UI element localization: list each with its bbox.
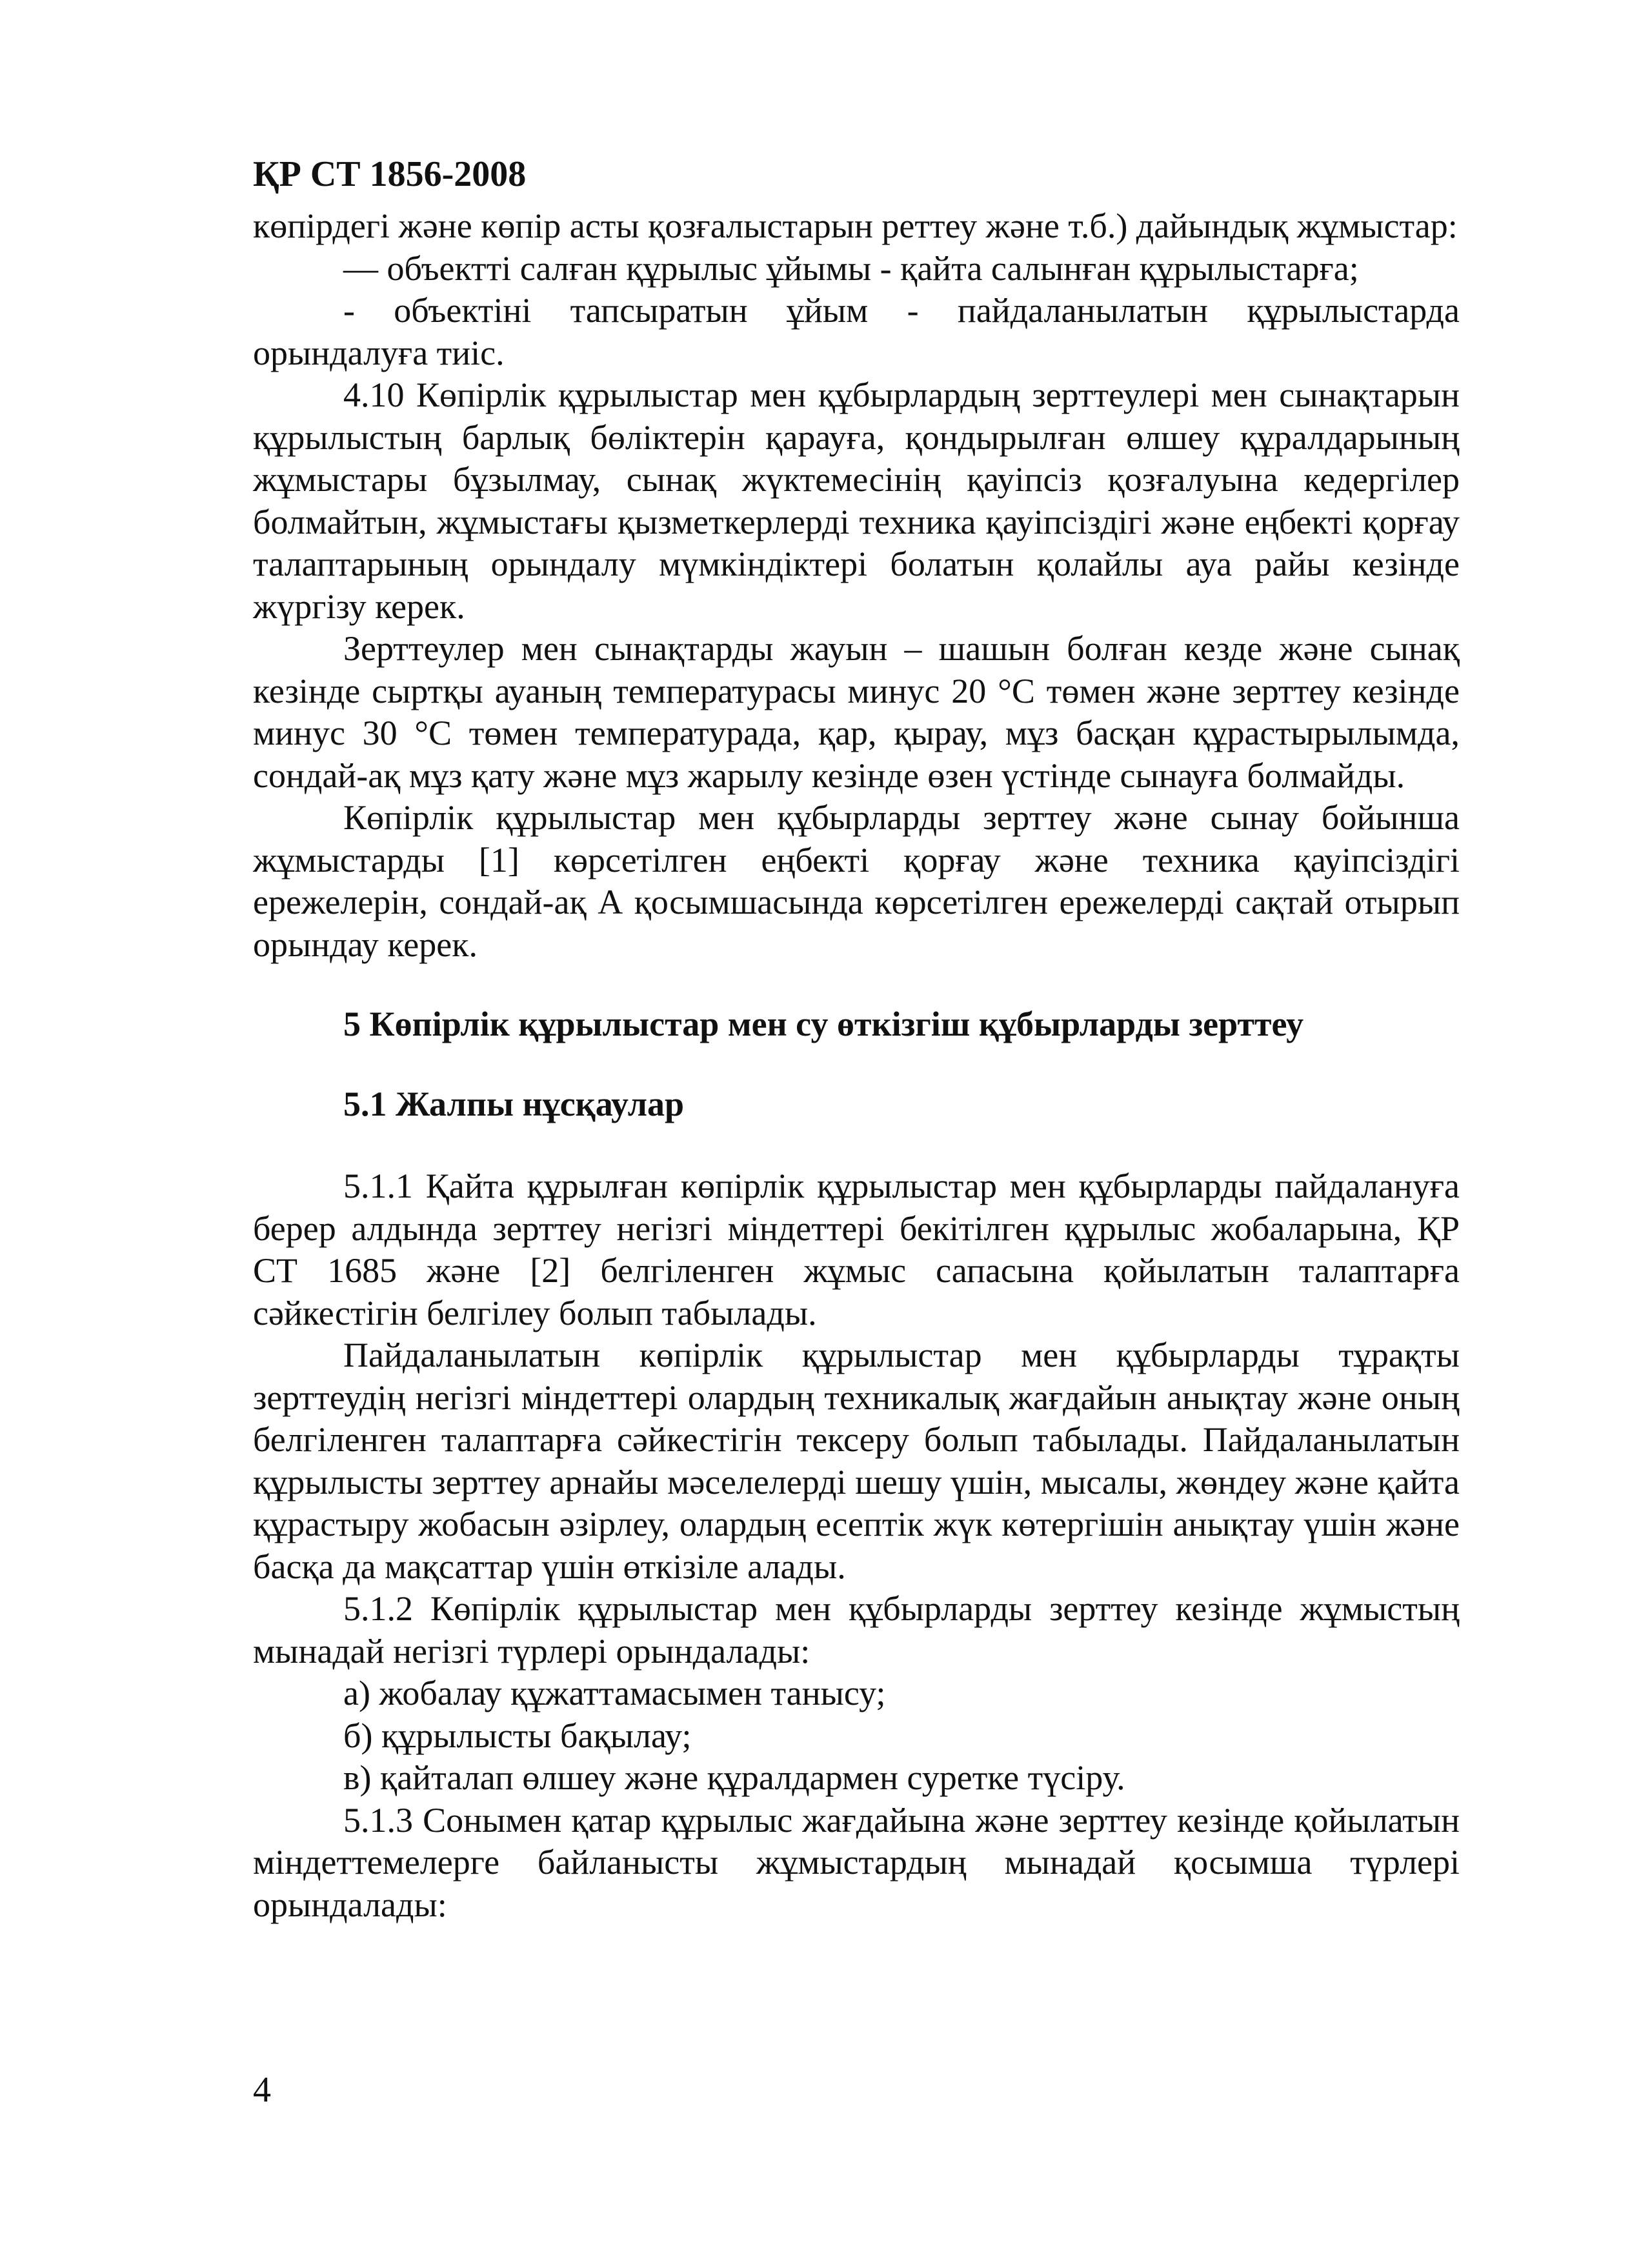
page-body <box>253 205 1460 1926</box>
list-item-a: а) жобалау құжаттамасымен танысу; <box>343 1674 886 1712</box>
paragraph-5-1-3: 5.1.3 Сонымен қатар құрылыс жағдайына және зерттеу кезінде қойылатын міндеттемелерге байланысты жұмыстардың мынадай қосымша түрлері орындалады: <box>253 1800 1460 1924</box>
paragraph-dash-item-2: - объектіні тапсыратын ұйым - пайдаланылатын құрылыстарда орындалуға тиіс. <box>253 291 1460 372</box>
section-5-1-heading: 5.1 Жалпы нұсқаулар <box>343 1084 685 1123</box>
list-item-b: б) құрылысты бақылау; <box>343 1716 692 1755</box>
paragraph-safety-rules: Көпірлік құрылыстар мен құбырларды зерттеу және сынау бойынша жұмыстарды [1] көрсетілген еңбекті қорғау және техника қауіпсіздігі ережелерін, сондай-ақ А қосымшасында көрсетілген ережелерді сақтай отырып орындау керек. <box>253 798 1460 964</box>
paragraph-5-1-2: 5.1.2 Көпірлік құрылыстар мен құбырларды зерттеу кезінде жұмыстың мынадай негізгі түрлері орындалады: <box>253 1589 1460 1671</box>
list-item-c: в) қайталап өлшеу және құралдармен суретке түсіру. <box>343 1758 1125 1797</box>
paragraph-regular-inspection: Пайдаланылатын көпірлік құрылыстар мен құбырларды тұрақты зерттеудің негізгі міндеттері олардың техникалық жағдайын анықтау және оның белгіленген талаптарға сәйкестігін тексеру болып табылады. Пайдаланылатын құрылысты зерттеу арнайы мәселелерді шешу үшін, мысалы, жөндеу және қайта құрастыру жобасын әзірлеу, олардың есептік жүк көтергішін анықтау үшін және басқа да мақсаттар үшін өткізіле алады. <box>253 1336 1460 1586</box>
paragraph-continuation: көпірдегі және көпір асты қозғалыстарын реттеу және т.б.) дайындық жұмыстар: <box>253 206 1458 245</box>
paragraph-5-1-1: 5.1.1 Қайта құрылған көпірлік құрылыстар мен құбырларды пайдалануға берер алдында зерттеу негізгі міндеттері бекітілген құрылыс жобаларына, ҚР СТ 1685 және [2] белгіленген жұмыс сапасына қойылатын талаптарға сәйкестігін белгілеу болып табылады. <box>253 1167 1460 1332</box>
page-number: 4 <box>253 2070 271 2110</box>
paragraph-dash-item-1: — объектті салған құрылыс ұйымы - қайта салынған құрылыстарға; <box>343 248 1359 288</box>
section-5-heading: 5 Көпірлік құрылыстар мен су өткізгіш құбырларды зерттеу <box>343 1005 1304 1043</box>
document-code-header: ҚР СТ 1856-2008 <box>253 154 527 194</box>
paragraph-weather-restrictions: Зерттеулер мен сынақтарды жауын – шашын болған кезде және сынақ кезінде сыртқы ауаның температурасы минус 20 °С төмен және зерттеу кезінде минус 30 °С төмен температурада, қар, қырау, мұз басқан құрастырылымда, сондай-ақ мұз қату және мұз жарылу кезінде өзен үстінде сынауға болмайды. <box>253 629 1460 795</box>
paragraph-4-10: 4.10 Көпірлік құрылыстар мен құбырлардың зерттеулері мен сынақтарын құрылыстың барлық бөліктерін қарауға, қондырылған өлшеу құралдарының жұмыстары бұзылмау, сынақ жүктемесінің қауіпсіз қозғалуына кедергілер болмайтын, жұмыстағы қызметкерлерді техника қауіпсіздігі және еңбекті қорғау талаптарының орындалу мүмкіндіктері болатын қолайлы ауа райы кезінде жүргізу керек. <box>253 376 1460 626</box>
